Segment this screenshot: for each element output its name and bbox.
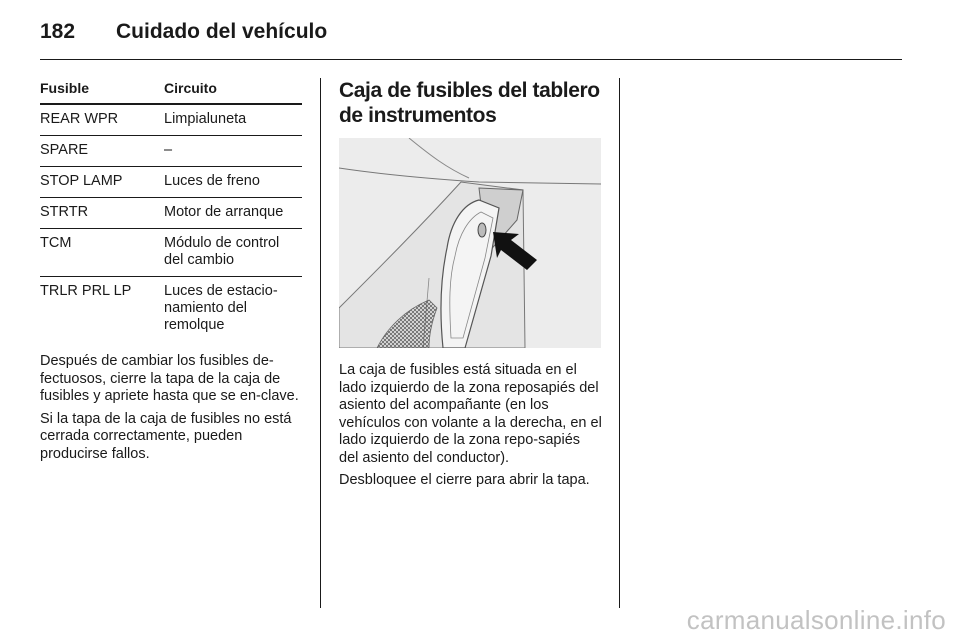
page-number: 182 bbox=[40, 20, 76, 43]
middle-column bbox=[339, 78, 603, 495]
watermark: carmanualsonline.info bbox=[686, 605, 946, 635]
fuse-table bbox=[40, 78, 302, 341]
circuit-cell: Luces de freno bbox=[164, 167, 302, 198]
page-header bbox=[40, 14, 902, 64]
circuit-cell: Luces de estacio-namiento del remolque bbox=[164, 283, 278, 333]
table-row bbox=[40, 104, 302, 136]
table-row bbox=[40, 277, 302, 342]
header-rule bbox=[40, 59, 902, 60]
section-heading: Caja de fusibles del tablero de instrumentos bbox=[339, 79, 600, 127]
table-row bbox=[40, 136, 302, 167]
fuse-cell: TRLR PRL LP bbox=[40, 283, 132, 299]
fuse-cell: TCM bbox=[40, 229, 164, 277]
page-title: Cuidado del vehículo bbox=[116, 20, 328, 43]
fuse-cell: REAR WPR bbox=[40, 104, 164, 136]
left-body-text bbox=[40, 353, 302, 463]
fuse-box-illustration bbox=[339, 138, 601, 348]
paragraph: Si la tapa de la caja de fusibles no está cerrada correctamente, pueden producirse fallos. bbox=[40, 410, 292, 462]
circuit-cell: Módulo de control del cambio bbox=[164, 229, 302, 277]
header-circuit: Circuito bbox=[164, 78, 302, 104]
fuse-cell: STOP LAMP bbox=[40, 167, 164, 198]
fuse-cell: STRTR bbox=[40, 198, 164, 229]
circuit-cell: Motor de arranque bbox=[164, 198, 302, 229]
header-fuse: Fusible bbox=[40, 78, 164, 104]
paragraph: Después de cambiar los fusibles de-fectuosos, cierre la tapa de la caja de fusibles y apriete hasta que se en-clave. bbox=[40, 353, 299, 404]
paragraph: Desbloquee el cierre para abrir la tapa. bbox=[339, 472, 590, 488]
paragraph: La caja de fusibles está situada en el lado izquierdo de la zona reposapiés del asiento del acompañante (en los vehículos con volante a la derecha, en el lado izquierdo de la zona repo-sapiés del asiento del conductor). bbox=[339, 362, 602, 466]
circuit-cell: Limpialuneta bbox=[164, 104, 302, 136]
table-row bbox=[40, 229, 302, 277]
left-column bbox=[40, 78, 302, 468]
fuse-cell: SPARE bbox=[40, 136, 164, 167]
table-row bbox=[40, 167, 302, 198]
middle-body-text bbox=[339, 362, 603, 490]
table-row bbox=[40, 198, 302, 229]
column-divider bbox=[320, 78, 321, 608]
column-divider bbox=[619, 78, 620, 608]
table-header-row bbox=[40, 78, 302, 104]
circuit-cell: – bbox=[164, 136, 302, 167]
